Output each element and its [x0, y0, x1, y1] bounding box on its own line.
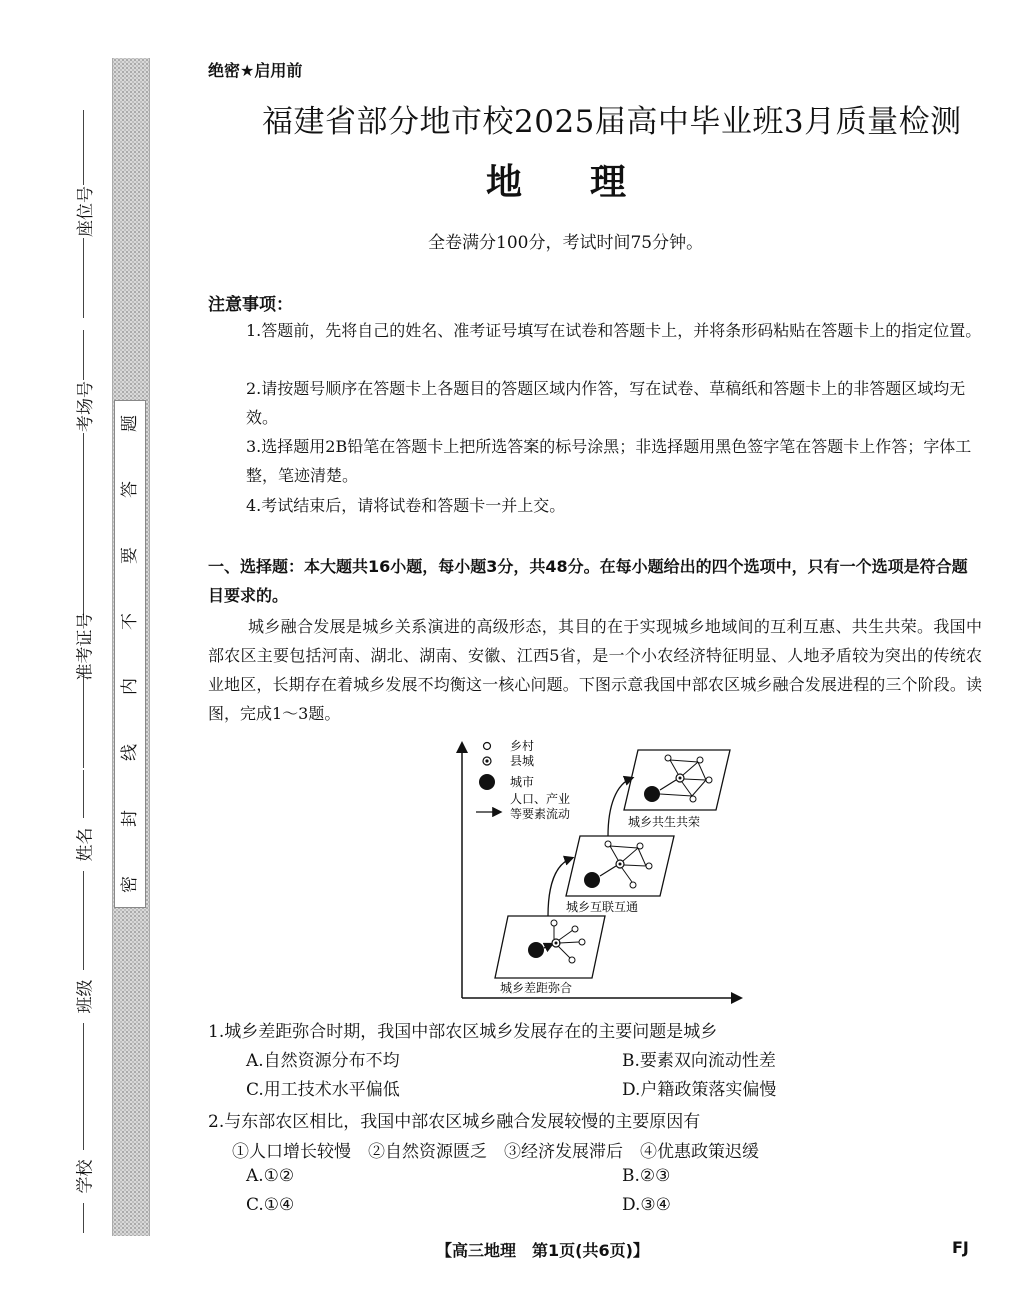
question-2-option-d[interactable]: D.③④	[622, 1195, 671, 1215]
footer-code: FJ	[952, 1238, 969, 1257]
stage-label-1: 城乡差距弥合	[500, 981, 573, 995]
secret-mark: 绝密★启用前	[208, 61, 303, 80]
binding-char: 线	[119, 744, 140, 762]
county-symbol	[485, 759, 488, 762]
urban-rural-diagram	[440, 736, 750, 1004]
name-field[interactable]: 姓名	[58, 770, 108, 951]
stage-gap-closing	[495, 916, 605, 995]
question-1-option-b[interactable]: B.要素双向流动性差	[622, 1051, 776, 1071]
question-2-option-b[interactable]: B.②③	[622, 1166, 671, 1186]
stage-label-2: 城乡互联互通	[566, 900, 639, 914]
question-2-option-a[interactable]: A.①②	[246, 1166, 295, 1186]
binding-char: 封	[119, 810, 140, 828]
question-1-option-d[interactable]: D.户籍政策落实偏慢	[622, 1080, 777, 1100]
city-symbol	[479, 774, 495, 790]
subject-title: 地理	[485, 162, 694, 203]
seat-number-field[interactable]: 座位号	[58, 110, 108, 318]
question-1-option-a[interactable]: A.自然资源分布不均	[246, 1051, 400, 1071]
binding-char: 要	[119, 546, 140, 564]
school-field[interactable]: 学校	[58, 1130, 108, 1233]
question-1-option-c[interactable]: C.用工技术水平偏低	[246, 1080, 400, 1100]
legend-city: 城市	[510, 775, 535, 789]
binding-char: 题	[119, 415, 140, 432]
diagram-legend	[476, 738, 570, 821]
notice-item: 2.请按题号顺序在答题卡上各题目的答题区域内作答，写在试卷、草稿纸和答题卡上的非答题区域均无效。	[246, 379, 966, 427]
stage-interconnection	[566, 836, 674, 914]
stage-label-3: 城乡共生共荣	[628, 815, 701, 829]
exam-title: 福建省部分地市校2025届高中毕业班3月质量检测	[262, 104, 962, 140]
village-symbol	[484, 743, 491, 750]
question-2-option-c[interactable]: C.①④	[246, 1195, 295, 1215]
question-1-stem: 1.城乡差距弥合时期，我国中部农区城乡发展存在的主要问题是城乡	[208, 1022, 718, 1042]
page-footer: 【高三地理 第1页(共6页)】	[436, 1241, 649, 1260]
notice-item: 4.考试结束后，请将试卷和答题卡一并上交。	[246, 496, 566, 515]
binding-char: 密	[119, 875, 140, 893]
question-2-choices: ①人口增长较慢 ②自然资源匮乏 ③经济发展滞后 ④优惠政策迟缓	[232, 1142, 759, 1162]
stage-symbiosis	[624, 750, 730, 829]
legend-county: 县城	[510, 754, 535, 768]
notice-item: 1.答题前，先将自己的姓名、准考证号填写在试卷和答题卡上，并将条形码粘贴在答题卡上的指定位置。	[246, 321, 982, 340]
section-heading: 一、选择题：本大题共16小题，每小题3分，共48分。在每小题给出的四个选项中，只有一个选项是符合题目要求的。	[208, 557, 968, 605]
exam-id-field[interactable]: 准考证号	[58, 560, 108, 768]
notice-title: 注意事项：	[208, 295, 293, 315]
binding-char: 答	[119, 480, 140, 498]
notice-item: 3.选择题用2B铅笔在答题卡上把所选答案的标号涂黑；非选择题用黑色签字笔在答题卡上作答；字体工整，笔迹清楚。	[246, 437, 972, 485]
exam-room-field[interactable]: 考场号	[58, 330, 108, 583]
class-field[interactable]: 班级	[58, 940, 108, 1143]
exam-info: 全卷满分100分，考试时间75分钟。	[428, 233, 704, 253]
question-2-stem: 2.与东部农区相比，我国中部农区城乡融合发展较慢的主要原因有	[208, 1112, 701, 1132]
binding-notice	[114, 400, 146, 908]
legend-village: 乡村	[510, 739, 535, 753]
reading-passage: 城乡融合发展是城乡关系演进的高级形态，其目的在于实现城乡地域间的互利互惠、共生共荣。我国中部农区主要包括河南、湖北、湖南、安徽、江西5省，是一个小农经济特征明显、人地矛盾较为突出的传统农业地区，长期存在着城乡发展不均衡这一核心问题。下图示意我国中部农区城乡融合发展进程的三个阶段。读图，完成1～3题。	[208, 617, 982, 723]
legend-flow-1: 人口、产业	[510, 792, 571, 806]
binding-char: 不	[119, 612, 140, 630]
binding-char: 内	[119, 678, 140, 696]
legend-flow-2: 等要素流动	[510, 807, 571, 821]
